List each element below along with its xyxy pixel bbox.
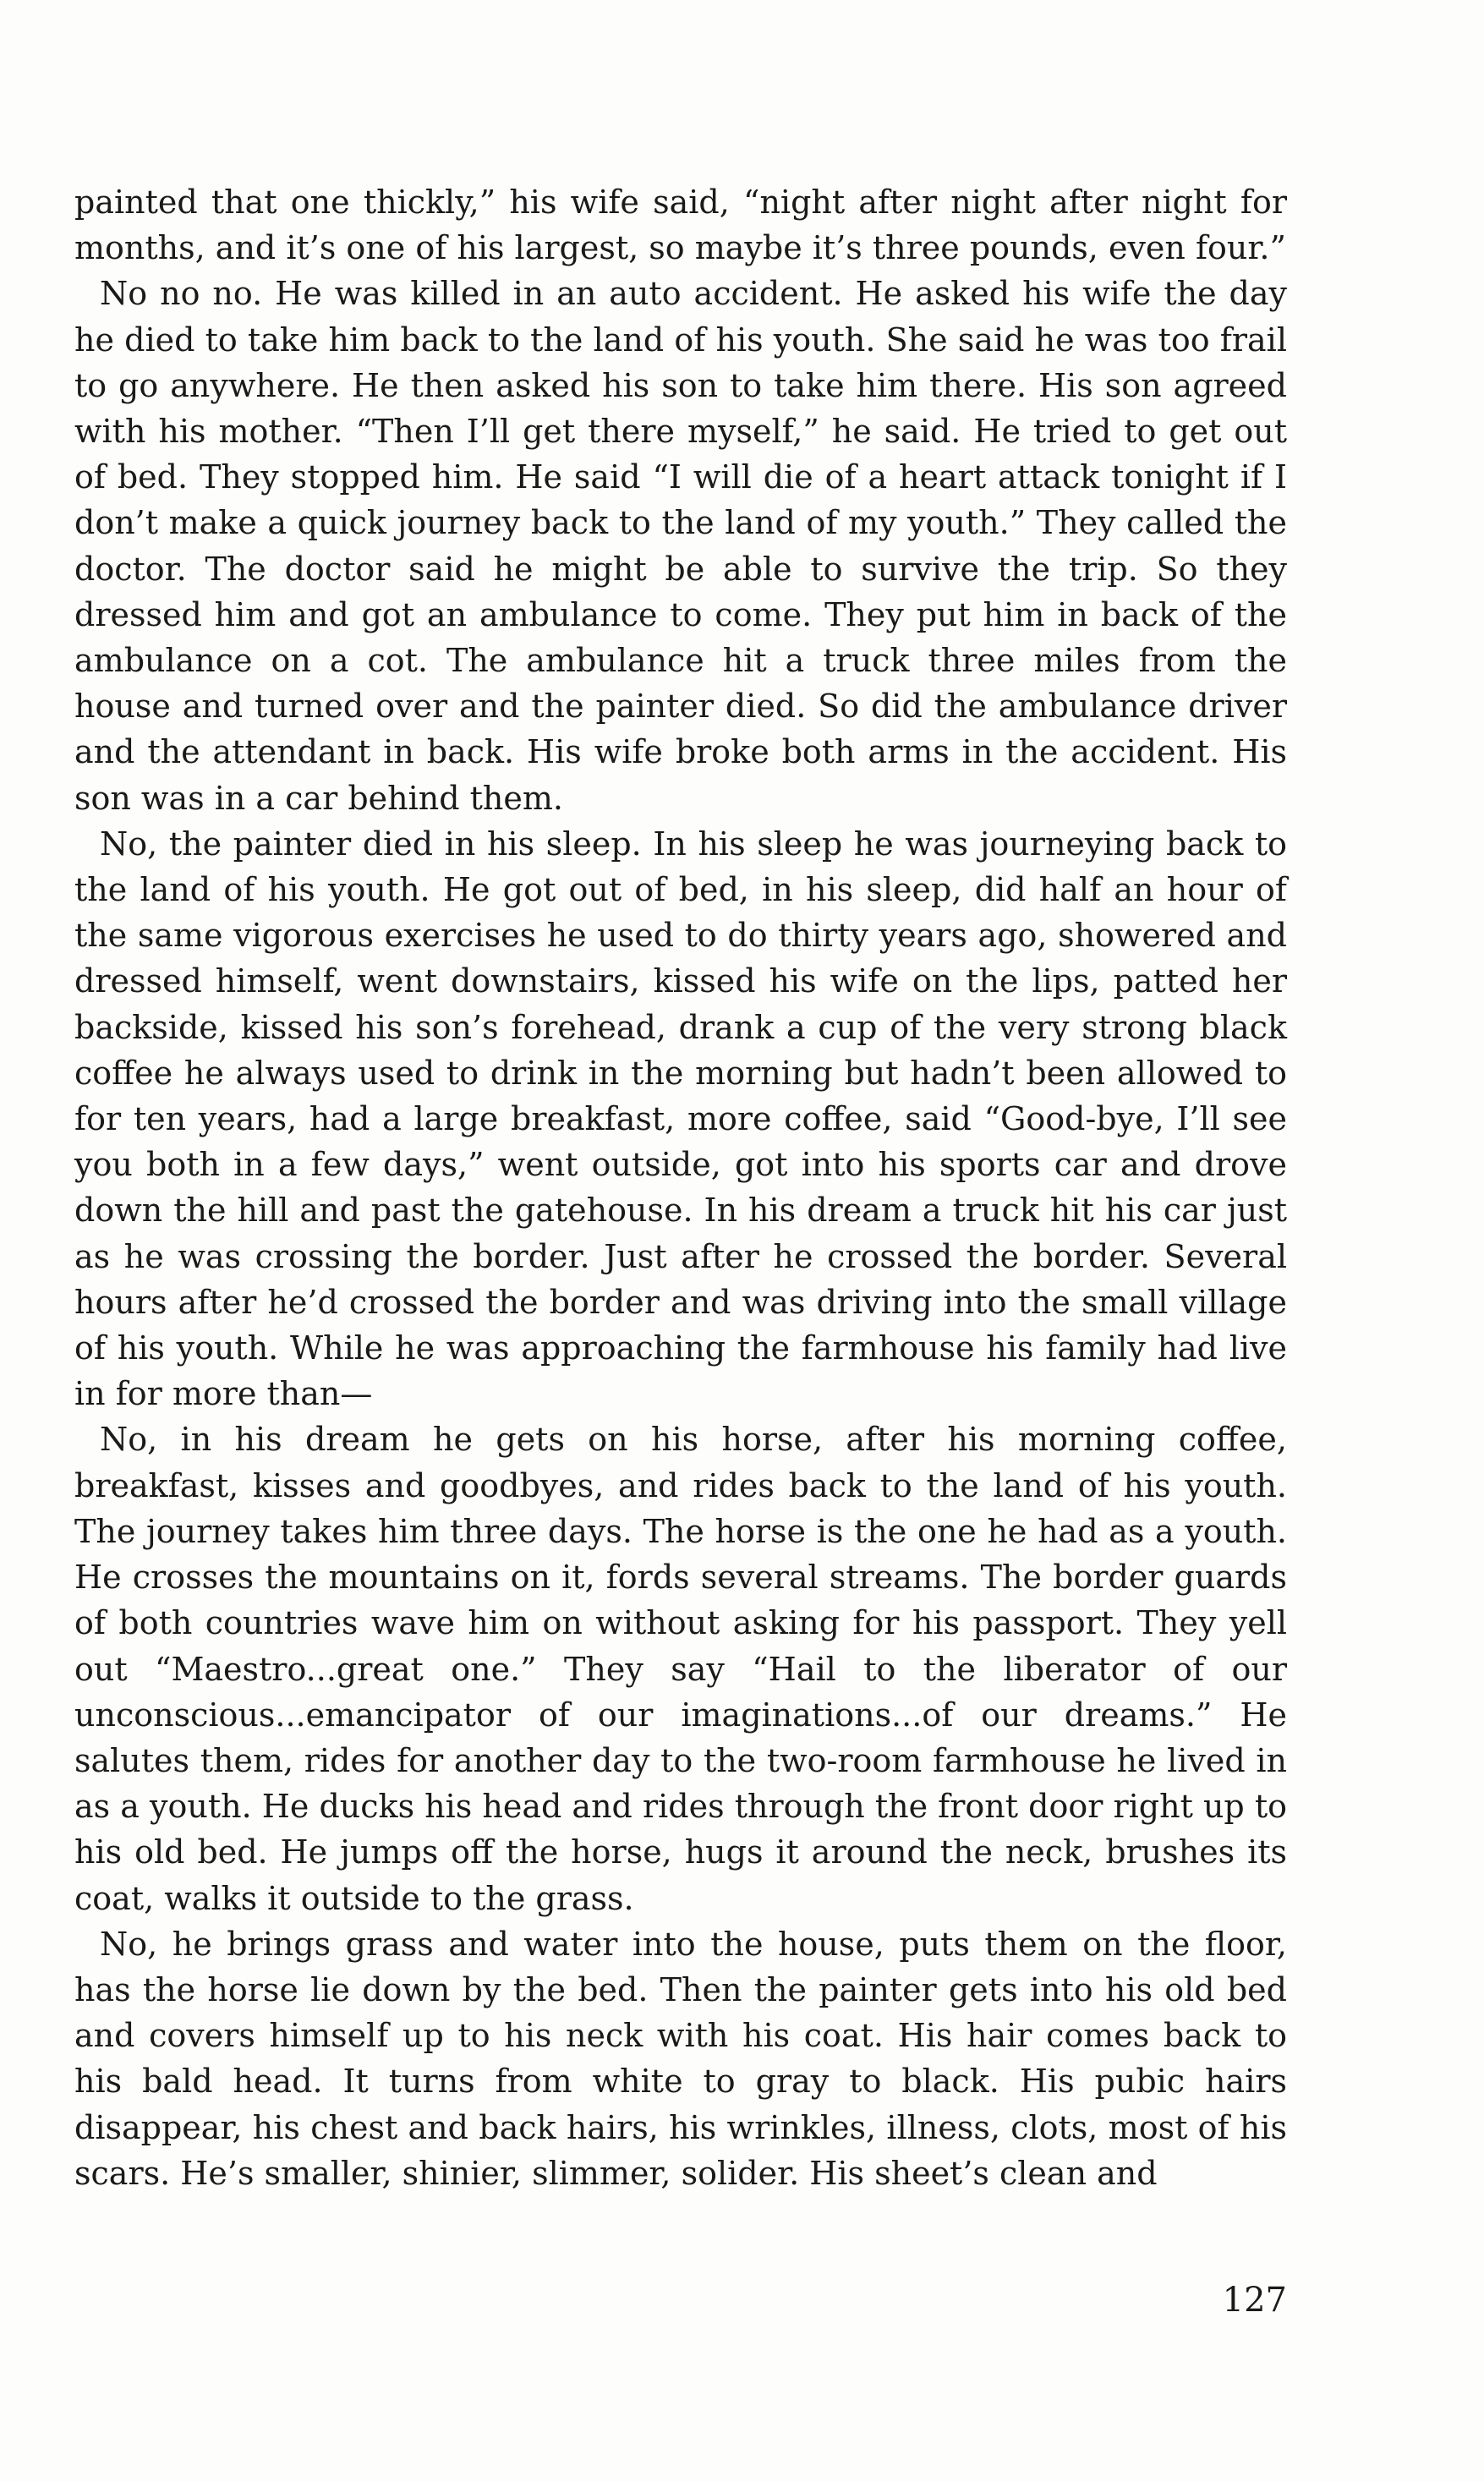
- paragraph-1: painted that one thickly,” his wife said, “night after night after night for months, and it’s one of his largest, so maybe it’s three pounds, even four.”: [74, 184, 1287, 267]
- paragraph-4: No, in his dream he gets on his horse, after his morning coffee, breakfast, kisses and goodbyes, and rides back to the land of his youth. The journey takes him three days. The horse is the one he had as a youth. He crosses the mountains on it, fords several streams. The border guards of both countries wave him on without asking for his passport. They yell out “Maestro...great one.” They say “Hail to the liberator of our unconscious...emancipator of our imaginations...of our dreams.” He salutes them, rides for another day to the two-room farmhouse he lived in as a youth. He ducks his head and rides through the front door right up to his old bed. He jumps off the horse, hugs it around the neck, brushes its coat, walks it outside to the grass.: [74, 1421, 1287, 1917]
- body-text: [74, 179, 1287, 2196]
- paragraph-5: No, he brings grass and water into the house, puts them on the floor, has the horse lie down by the bed. Then the painter gets into his old bed and covers himself up to his neck with his coat. His hair comes back to his bald head. It turns from white to gray to black. His pubic hairs disappear, his chest and back hairs, his wrinkles, illness, clots, most of his scars. He’s smaller, shinier, slimmer, solider. His sheet’s clean and: [74, 1925, 1287, 2192]
- page-number: 127: [1222, 2281, 1287, 2320]
- paragraph-3: No, the painter died in his sleep. In his sleep he was journeying back to the land of his youth. He got out of bed, in his sleep, did half an hour of the same vigorous exercises he used to do thirty years ago, showered and dressed himself, went downstairs, kissed his wife on the lips, patted her backside, kissed his son’s forehead, drank a cup of the very strong black coffee he always used to drink in the morning but hadn’t been allowed to for ten years, had a large breakfast, more coffee, said “Good-bye, I’ll see you both in a few days,” went outside, got into his sports car and drove down the hill and past the gatehouse. In his dream a truck hit his car just as he was crossing the border. Just after he crossed the border. Several hours after he’d crossed the border and was driving into the small village of his youth. While he was approaching the farmhouse his family had live in for more than—: [74, 825, 1287, 1413]
- paragraph-2: No no no. He was killed in an auto accident. He asked his wife the day he died to take him back to the land of his youth. She said he was too frail to go anywhere. He then asked his son to take him there. His son agreed with his mother. “Then I’ll get there myself,” he said. He tried to get out of bed. They stopped him. He said “I will die of a heart attack tonight if I don’t make a quick journey back to the land of my youth.” They called the doctor. The doctor said he might be able to survive the trip. So they dressed him and got an ambulance to come. They put him in back of the ambulance on a cot. The ambulance hit a truck three miles from the house and turned over and the painter died. So did the ambulance driver and the attendant in back. His wife broke both arms in the accident. His son was in a car behind them.: [74, 275, 1287, 817]
